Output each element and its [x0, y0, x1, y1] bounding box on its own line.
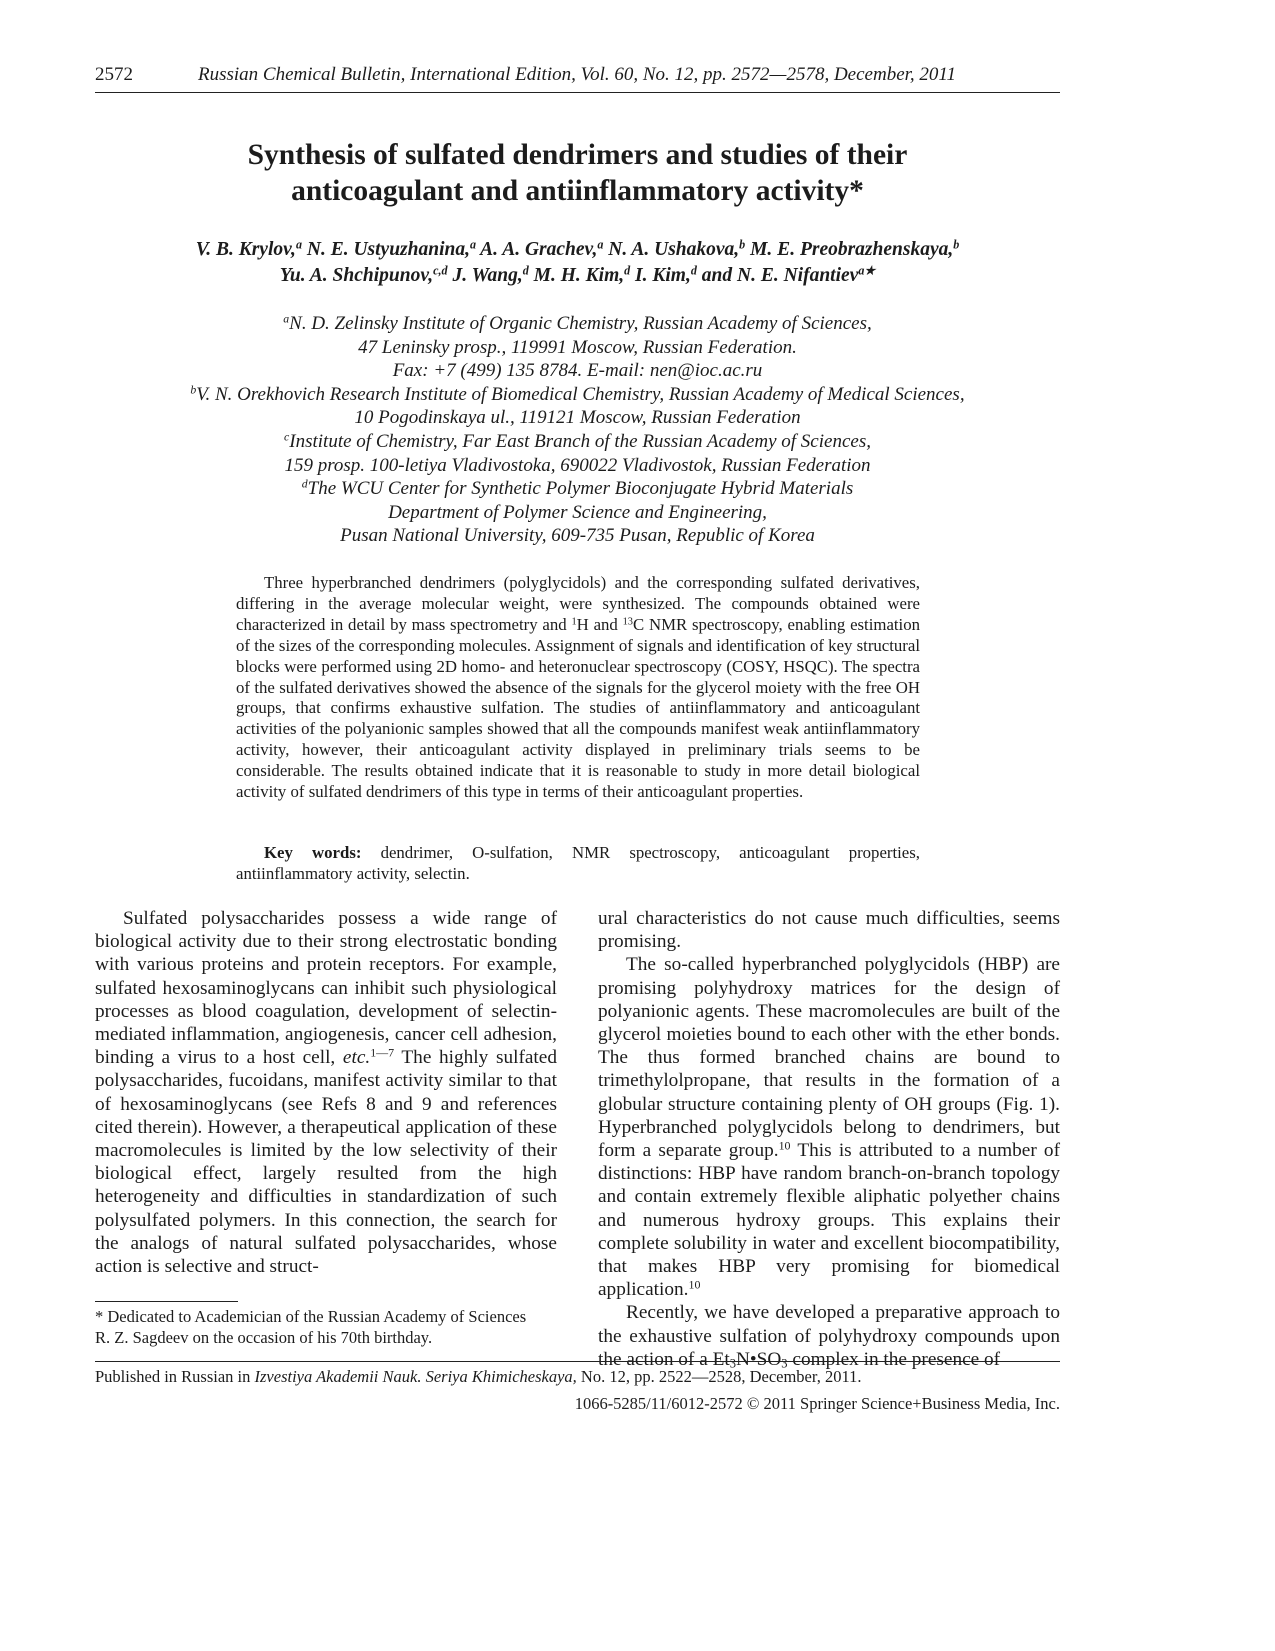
abstract-text: Three hyperbranched dendrimers (polyglycidols) and the corresponding sulfated derivatives, differing in the average molecular weight, were synthesized. The compounds obtained were characterized in detail by mass spectrometry and $^1$H and $^{13}$C NMR spectroscopy, enabling estimation of the sizes of the corresponding molecules. Assignment of signals and identification of key structural blocks were performed using 2D homo- and heteronuclear spectroscopy (COSY, HSQC). The spectra of the sulfated derivatives showed the absence of the signals for the glycerol moiety with the free OH groups, that confirms exhaustive sulfation. The studies of antiinflammatory and anticoagulant activities of the polyanionic samples showed that all the compounds manifest weak antiinflammatory activity, however, their anticoagulant activity displayed in preliminary trials seems to be considerable. The results obtained indicate that it is reasonable to study in more detail biological activity of sulfated dendrimers of this type in terms of their anticoagulant properties. [236, 573, 920, 802]
affiliation-c-line-2: 159 prosp. 100-letiya Vladivostoka, 690022 Vladivostok, Russian Federation [284, 454, 871, 476]
author-name: M. H. Kim, [533, 265, 625, 286]
author-name: J. Wang, [452, 265, 523, 286]
affiliation-a-line-3: Fax: +7 (499) 135 8784. E-mail: nen@ioc.ac.ru [392, 360, 763, 382]
author-name: N. A. Ushakova, [608, 239, 740, 260]
paragraph: The so-called hyperbranched polyglycidols (HBP) are promising polyhydroxy matrices for the design of polyanionic agents. These macromolecules are built of the glycerol moieties bound to each other with the ether bonds. The thus formed branched chains are bound to trimethylolpropane, that results in the formation of a globular structure containing plenty of OH groups (Fig. 1). Hyperbranched polyglycidols belong to dendrimers, but form a separate group.$^{10}$ This is attributed to a number of distinctions: HBP have random branch-on-branch topology and contain extremely flexible aliphatic polyether chains and numerous hydroxy groups. This explains their complete solubility in water and excellent biocompatibility, that makes HBP very promising for biomedical application.$^{10}$ [598, 954, 1060, 1301]
author-name: V. B. Krylov, [195, 239, 296, 260]
paragraph: Recently, we have developed a preparative approach to the exhaustive sulfation of polyhydroxy compounds upon the action of a $Et_3N•SO_3$ complex in the presence of [598, 1302, 1060, 1371]
author-name: A. A. Grachev, [480, 239, 598, 260]
affiliation-mark: c [284, 430, 290, 444]
title-line-2: anticoagulant and antiinflammatory activity* [291, 175, 864, 207]
keywords [236, 843, 920, 885]
abstract [236, 573, 920, 803]
keywords-label: Key words: [264, 843, 362, 862]
affiliation-c-line-1: $^c$Institute of Chemistry, Far East Branch of the Russian Academy of Sciences, [284, 430, 871, 452]
author-affiliation-mark: d [624, 263, 631, 278]
article-title [95, 137, 1060, 209]
publication-note: Published in Russian in Izvestiya Akademii Nauk. Seriya Khimicheskaya, No. 12, pp. 2522—2528, December, 2011. [95, 1367, 862, 1386]
affiliations [95, 312, 1060, 548]
author-affiliation-mark: a [295, 237, 302, 252]
author-name: I. Kim, [635, 265, 691, 286]
affiliation-b-line-1: $^b$V. N. Orekhovich Research Institute of Biomedical Chemistry, Russian Academy of Medical Sciences, [190, 383, 965, 405]
affiliation-mark: a [283, 312, 290, 326]
running-header [95, 64, 1060, 93]
footnote: * Dedicated to Academician of the Russian Academy of Sciences R. Z. Sagdeev on the occasion of his 70th birthday. [95, 1307, 527, 1347]
author-affiliation-mark: a★ [858, 263, 876, 278]
author-affiliation-mark: b [953, 237, 960, 252]
author-affiliation-mark: a [469, 237, 476, 252]
body-column-right [598, 907, 1060, 1371]
author-name: M. E. Preobrazhenskaya, [750, 239, 954, 260]
author-line-1 [95, 237, 1060, 263]
author-affiliation-mark: b [739, 237, 746, 252]
author-list [95, 237, 1060, 289]
author-affiliation-mark: d [690, 263, 697, 278]
author-affiliation-mark: a [597, 237, 604, 252]
page-number: 2572 [95, 64, 133, 85]
affiliation-a-line-2: 47 Leninsky prosp., 119991 Moscow, Russian Federation. [358, 336, 797, 358]
affiliation-d-line-1: $^d$The WCU Center for Synthetic Polymer Bioconjugate Hybrid Materials [301, 477, 854, 500]
copyright-line: 1066-5285/11/6012-2572 © 2011 Springer Science+Business Media, Inc. [574, 1394, 1060, 1413]
footnote-divider [95, 1301, 238, 1302]
author-name: and N. E. Nifantiev [701, 265, 859, 286]
affiliation-mark: d [301, 477, 308, 491]
author-name: N. E. Ustyuzhanina, [306, 239, 470, 260]
footer-divider [95, 1361, 1060, 1362]
author-name: Yu. A. Shchipunov, [279, 265, 434, 286]
citation-ref: 1—7 [370, 1045, 395, 1060]
citation-ref: 10 [778, 1138, 791, 1153]
author-affiliation-mark: d [522, 263, 529, 278]
author-line-2 [95, 263, 1060, 289]
paragraph: ural characteristics do not cause much difficulties, seems promising. [598, 908, 1060, 953]
affiliation-mark: b [190, 383, 197, 397]
affiliation-d-line-3: Pusan National University, 609-735 Pusan, Republic of Korea [340, 525, 815, 547]
title-line-1: Synthesis of sulfated dendrimers and studies of their [247, 139, 908, 171]
paragraph: Sulfated polysaccharides possess a wide range of biological activity due to their strong electrostatic bonding with various proteins and protein receptors. For example, sulfated hexosaminoglycans can inhibit such physiological processes as blood coagulation, development of selectin-mediated inflammation, angiogenesis, cancer cell adhesion, binding a virus to a host cell, etc.$^{1—7}$ The highly sulfated polysaccharides, fucoidans, manifest activity similar to that of hexosaminoglycans (see Refs 8 and 9 and references cited therein). However, a therapeutical application of these macromolecules is limited by the low selectivity of their biological effect, largely resulted from the high heterogeneity and difficulties in standardization of such polysulfated polymers. In this connection, the search for the analogs of natural sulfated polysaccharides, whose action is selective and struct- [95, 908, 557, 1278]
affiliation-b-line-2: 10 Pogodinskaya ul., 119121 Moscow, Russian Federation [354, 407, 801, 429]
affiliation-a-line-1: $^a$N. D. Zelinsky Institute of Organic Chemistry, Russian Academy of Sciences, [283, 312, 872, 334]
citation-ref: 10 [688, 1277, 701, 1292]
body-column-left [95, 907, 557, 1278]
affiliation-d-line-2: Department of Polymer Science and Engineering, [388, 501, 767, 523]
keywords-text: dendrimer, O-sulfation, NMR spectroscopy, anticoagulant properties, antiinflammatory activity, selectin. [236, 843, 920, 883]
author-affiliation-mark: c,d [433, 263, 448, 278]
journal-citation: Russian Chemical Bulletin, International Edition, Vol. 60, No. 12, pp. 2572—2578, December, 2011 [198, 64, 957, 85]
